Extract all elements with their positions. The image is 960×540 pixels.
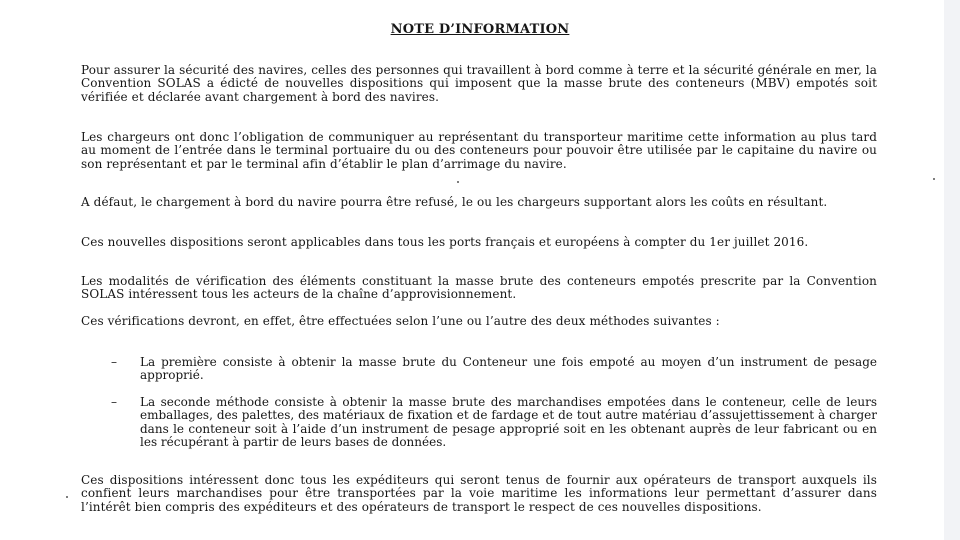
document-title: NOTE D’INFORMATION: [390, 22, 570, 37]
bullet-dash: –: [111, 395, 117, 409]
paragraph-refusal: A défaut, le chargement à bord du navire pourra être refusé, le ou les chargeurs supportant alors les coûts en résultant.: [81, 195, 828, 209]
list-item: [111, 396, 877, 450]
page-edge: [944, 0, 960, 540]
scan-speck: [457, 181, 459, 183]
scan-speck: [66, 496, 68, 498]
paragraph-shippers-obligation: Les chargeurs ont donc l’obligation de communiquer au représentant du transporteur maritime cette information au plus tard au moment de l’entrée dans le terminal portuaire du ou des conteneurs pour pouvoir être utilisée par le capitaine du navire ou son représentant et par le terminal afin d’établir le plan d’arrimage du navire.: [81, 130, 877, 171]
paragraph-applicability: Ces nouvelles dispositions seront applicables dans tous les ports français et européens à compter du 1er juillet 2016.: [81, 235, 809, 249]
paragraph-safety: Pour assurer la sécurité des navires, celles des personnes qui travaillent à bord comme à terre et la sécurité générale en mer, la Convention SOLAS a édicté de nouvelles dispositions qui imposent que la masse brute des conteneurs (MBV) empotés soit vérifiée et déclarée avant chargement à bord des navires.: [81, 63, 877, 104]
paragraph-verification-modalities: Les modalités de vérification des éléments constituant la masse brute des conteneurs empotés prescrite par la Convention SOLAS intéressent tous les acteurs de la chaîne d’approvisionnement.: [81, 274, 877, 302]
method-one-text: La première consiste à obtenir la masse brute du Conteneur une fois empoté au moyen d’un instrument de pesage approprié.: [140, 355, 877, 383]
paragraph-closing: Ces dispositions intéressent donc tous les expéditeurs qui seront tenus de fournir aux opérateurs de transport auxquels ils confient leurs marchandises pour être transportées par la voie maritime les informations leur permettant d’assurer dans l’intérêt bien compris des expéditeurs et des opérateurs de transport le respect de ces nouvelles dispositions.: [81, 473, 877, 514]
bullet-dash: –: [111, 355, 117, 369]
scan-speck: [933, 178, 935, 180]
method-two-text: La seconde méthode consiste à obtenir la masse brute des marchandises empotées dans le conteneur, celle de leurs emballages, des palettes, des matériaux de fixation et de fardage et de tout autre matériau d’assujettissement à charger dans le conteneur soit à l’aide d’un instrument de pesage approprié soit en les obtenant auprès de leur fabricant ou en les récupérant à partir de leurs bases de données.: [140, 395, 877, 450]
paragraph-methods-intro: Ces vérifications devront, en effet, être effectuées selon l’une ou l’autre des deux méthodes suivantes :: [81, 314, 720, 328]
list-item: [111, 356, 877, 383]
